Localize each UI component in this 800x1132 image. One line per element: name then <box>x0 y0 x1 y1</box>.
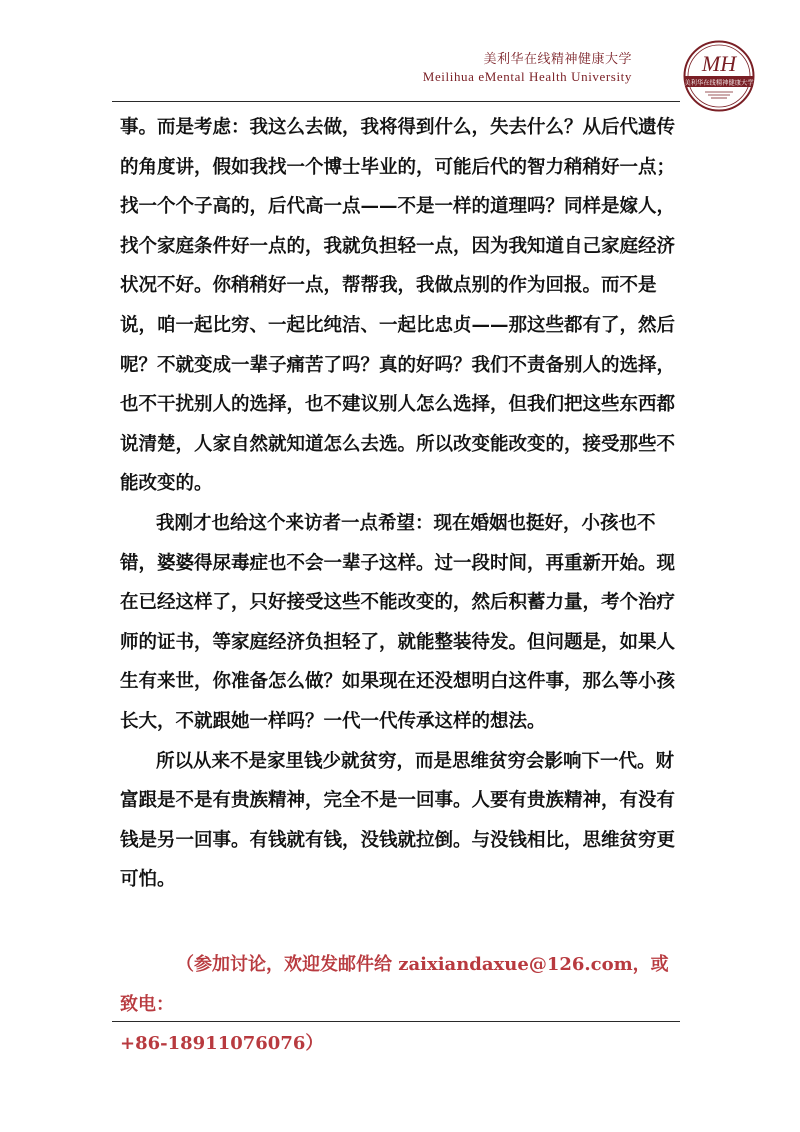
header-title-en: Meilihua eMental Health University <box>422 69 632 84</box>
paragraph-2: 我刚才也给这个来访者一点希望：现在婚姻也挺好，小孩也不错，婆婆得尿毒症也不会一辈子这样。过一段时间，再重新开始。现在已经这样了，只好接受这些不能改变的，然后积蓄力量，考个治疗师的证书，等家庭经济负担轻了，就能整装待发。但问题是，如果人生有来世，你准备怎么做？如果现在还没想明白这件事，那么等小孩长大，不就跟她一样吗？一代一代传承这样的想法。 <box>120 512 676 732</box>
footer-divider <box>112 1021 680 1022</box>
header-title-cn: 美利华在线精神健康大学 <box>483 51 632 66</box>
header-divider <box>112 101 680 102</box>
university-logo <box>683 40 755 112</box>
page-header <box>423 50 632 86</box>
logo-banner-text: 美利华在线精神健康大学 <box>684 79 754 87</box>
contact-line-1 <box>120 945 680 1024</box>
contact-email-text: （参加讨论，欢迎发邮件给 zaixiandaxue@126.com，或致电： <box>120 954 669 1015</box>
contact-line-2: +86-18911076076） <box>120 1033 324 1054</box>
paragraph-3: 所以从来不是家里钱少就贫穷，而是思维贫穷会影响下一代。财富跟是不是有贵族精神，完全不是一回事。人要有贵族精神，有没有钱是另一回事。有钱就有钱，没钱就拉倒。与没钱相比，思维贫穷更可怕。 <box>120 750 676 891</box>
article-body <box>120 108 676 900</box>
logo-monogram: MH <box>701 51 737 76</box>
contact-info <box>120 945 680 1064</box>
paragraph-1: 事。而是考虑：我这么去做，我将得到什么，失去什么？从后代遗传的角度讲，假如我找一个博士毕业的，可能后代的智力稍稍好一点；找一个个子高的，后代高一点——不是一样的道理吗？同样是嫁人，找个家庭条件好一点的，我就负担轻一点，因为我知道自己家庭经济状况不好。你稍稍好一点，帮帮我，我做点别的作为回报。而不是说，咱一起比穷、一起比纯洁、一起比忠贞——那这些都有了，然后呢？不就变成一辈子痛苦了吗？真的好吗？我们不责备别人的选择，也不干扰别人的选择，也不建议别人怎么选择，但我们把这些东西都说清楚，人家自然就知道怎么去选。所以改变能改变的，接受那些不能改变的。 <box>120 117 676 495</box>
